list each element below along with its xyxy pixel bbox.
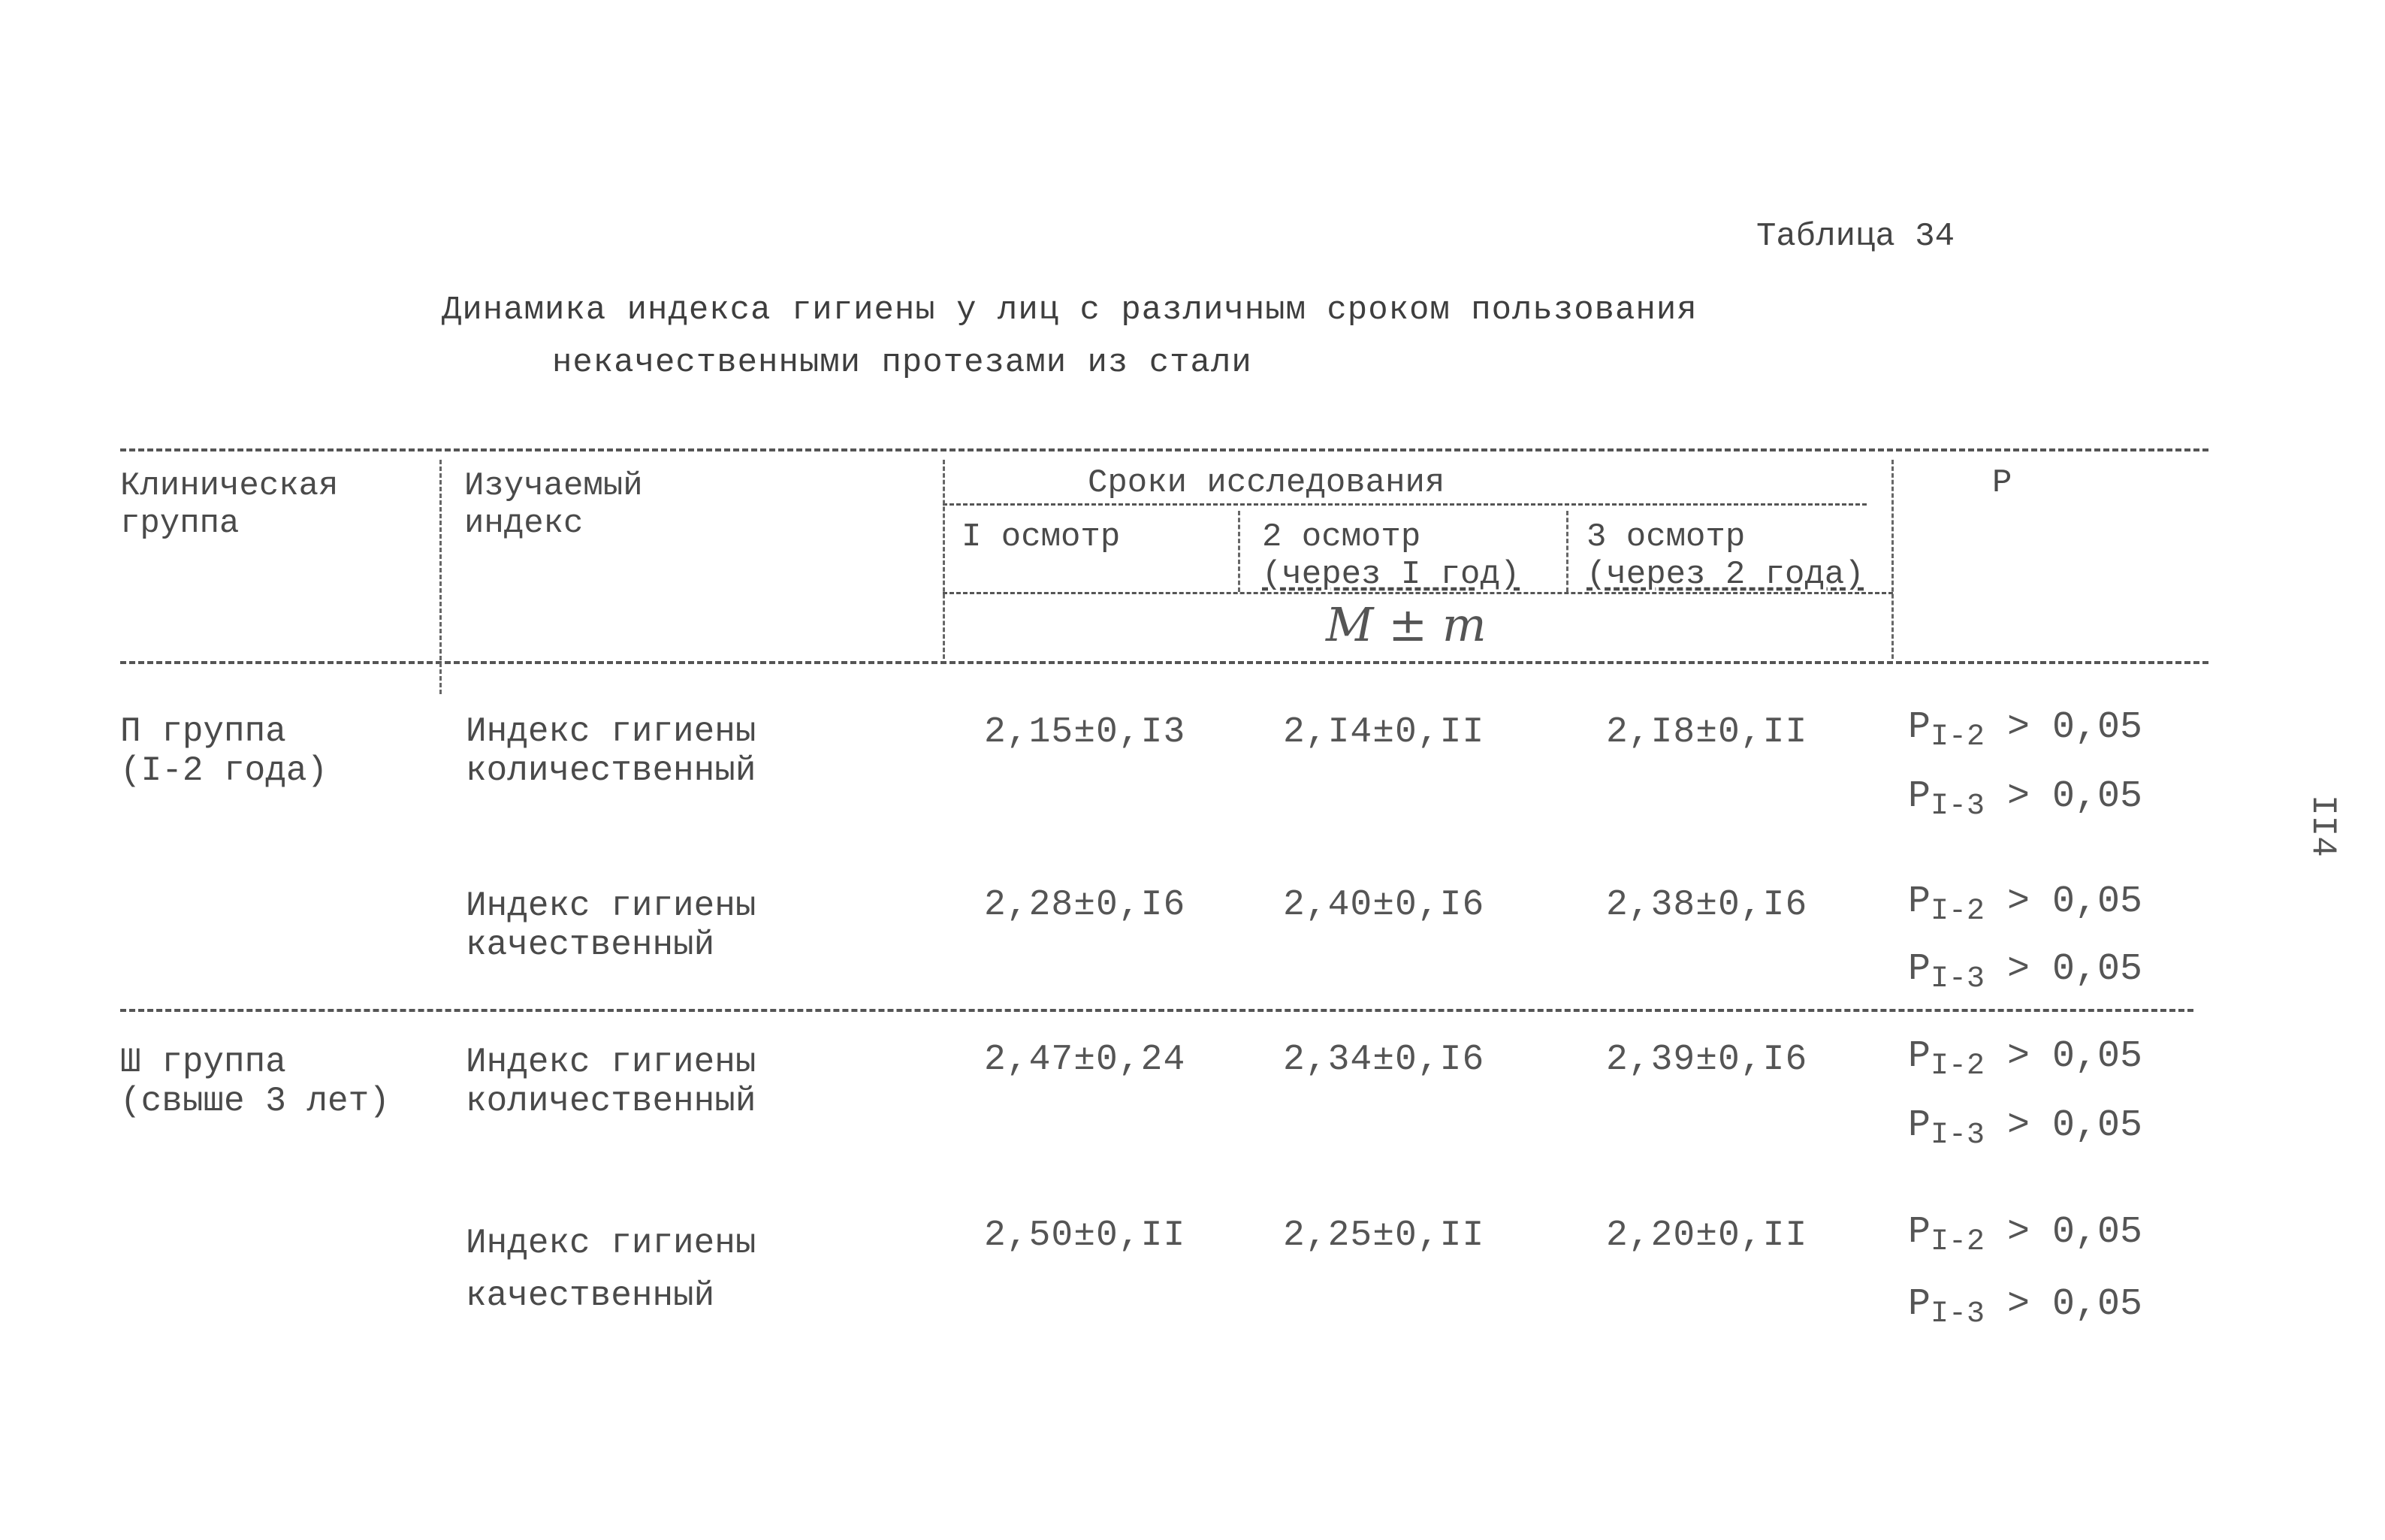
header-clinical-group: Клиническая группа (120, 467, 339, 542)
value-exam-2: 2,34±0,I6 (1283, 1040, 1485, 1080)
value-exam-1: 2,47±0,24 (984, 1040, 1186, 1080)
periods-underline (943, 503, 1867, 506)
header-bottom-rule (120, 661, 2208, 664)
p-value: $P_{I-3} > 0,05$ (1908, 1283, 2143, 1331)
value-exam-2: 2,I4±0,II (1283, 712, 1485, 753)
header-mean-stat: M ± m (1326, 597, 1487, 652)
col-divider-5 (1891, 460, 1894, 659)
header-exam-1: I осмотр (962, 518, 1121, 556)
p-value: $P_{I-2} > 0,05$ (1908, 1035, 2143, 1083)
index-cell: Индекс гигиены количественный (466, 712, 756, 790)
value-exam-3: 2,I8±0,II (1606, 712, 1808, 753)
p-value: $P_{I-3} > 0,05$ (1908, 775, 2143, 823)
header-study-periods: Сроки исследования (1088, 464, 1445, 502)
group-separator-rule (120, 1009, 2193, 1012)
table-caption: Таблица 34 (1756, 218, 1955, 255)
table-title-line-1: Динамика индекса гигиены у лиц с различным сроком пользования (442, 291, 1698, 329)
value-exam-2: 2,25±0,II (1283, 1215, 1485, 1256)
value-exam-1: 2,28±0,I6 (984, 885, 1186, 926)
index-cell: Индекс гигиены количественный (466, 1043, 756, 1121)
group-label-2: П группа (I-2 года) (120, 712, 328, 790)
header-exam-3: 3 осмотр (через 2 года) (1586, 518, 1864, 593)
index-cell: Индекс гигиены качественный (466, 886, 756, 965)
value-exam-3: 2,38±0,I6 (1606, 885, 1808, 926)
col-divider-2 (943, 460, 945, 659)
value-exam-3: 2,20±0,II (1606, 1215, 1808, 1256)
index-cell: Индекс гигиены качественный (466, 1224, 756, 1315)
col-divider-4 (1566, 511, 1568, 592)
value-exam-3: 2,39±0,I6 (1606, 1040, 1808, 1080)
col-divider-1 (439, 460, 442, 694)
group-label-3: Ш группа (свыше 3 лет) (120, 1043, 390, 1121)
p-value: $P_{I-2} > 0,05$ (1908, 706, 2143, 754)
header-exam-2: 2 осмотр (через I год) (1262, 518, 1520, 593)
p-value: $P_{I-2} > 0,05$ (1908, 1211, 2143, 1259)
table-title-line-2: некачественными протезами из стали (552, 344, 1252, 382)
value-exam-1: 2,15±0,I3 (984, 712, 1186, 753)
header-p: P (1992, 464, 2012, 502)
p-value: $P_{I-3} > 0,05$ (1908, 1104, 2143, 1152)
col-divider-3 (1238, 511, 1240, 592)
table-top-rule (120, 448, 2208, 451)
p-value: $P_{I-2} > 0,05$ (1908, 880, 2143, 929)
header-studied-index: Изучаемый индекс (464, 467, 643, 542)
p-value: $P_{I-3} > 0,05$ (1908, 948, 2143, 996)
value-exam-1: 2,50±0,II (984, 1215, 1186, 1256)
page-number: II4 (2303, 795, 2342, 857)
value-exam-2: 2,40±0,I6 (1283, 885, 1485, 926)
